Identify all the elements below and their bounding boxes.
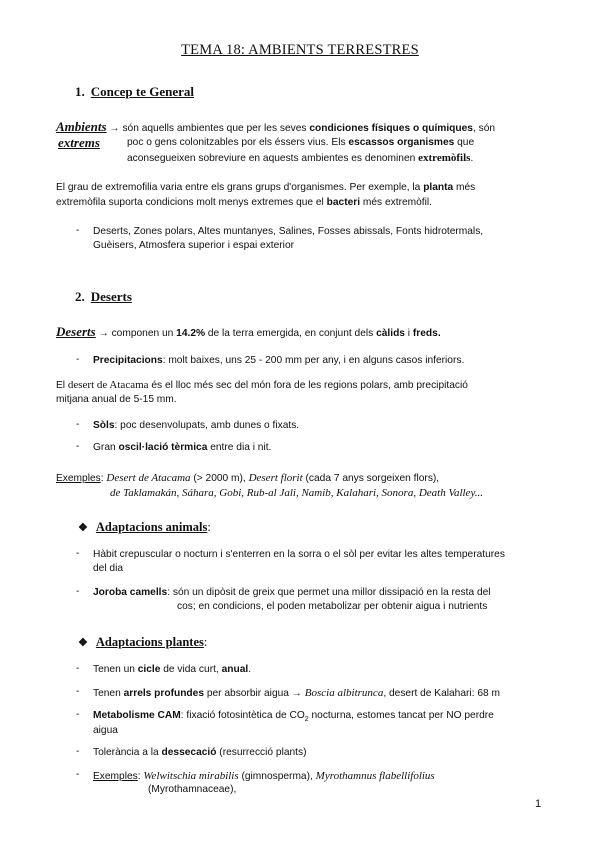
definition-line-3: aconsegueixen sobreviure en aquests ambientes es denominen extremòfils. xyxy=(127,152,474,164)
list-dash: - xyxy=(76,354,80,365)
section-1-title: Concep te General xyxy=(90,84,195,99)
examples-line-1: Exemples: Desert de Atacama (> 2000 m), Desert florit (cada 7 anys sorgeixen flors), xyxy=(56,472,440,484)
plant-examples-line-2: (Myrothamnaceae), xyxy=(148,784,237,795)
environments-list-line-2: Guèisers, Atmosfera superior i espai exterior xyxy=(93,240,295,251)
list-dash: - xyxy=(76,548,80,559)
term-extrems: extrems xyxy=(58,135,100,150)
diamond-bullet-icon: ❖ xyxy=(78,637,88,649)
list-dash: - xyxy=(76,686,80,697)
thermal-oscillation-item: Gran oscil·lació tèrmica entre dia i nit. xyxy=(93,442,272,453)
animal-item-2-line-2: cos; en condicions, el poden metabolizar per obtenir aigua i nutrients xyxy=(177,601,488,612)
term-ambients: Ambients → són aquells ambientes que per les seves condiciones físiques o químiques, són xyxy=(56,119,496,134)
plant-item-3-line-2: aigua xyxy=(93,725,118,736)
extremofilia-paragraph-line-2: extremòfila suporta condicions molt menys extremes que el bacteri més extremòfil. xyxy=(56,197,432,208)
document-title: TEMA 18: AMBIENTS TERRESTRES xyxy=(181,42,419,58)
section-1-number: 1. xyxy=(75,84,85,99)
page-number: 1 xyxy=(535,798,542,810)
extremofilia-paragraph-line-1: El grau de extremofilia varia entre els grans grups d'organismes. Per exemple, la planta més xyxy=(56,182,476,193)
plant-item-4: Tolerància a la dessecació (resurrecció plants) xyxy=(93,747,307,758)
animal-adaptations-heading: ❖ Adaptacions animals: xyxy=(78,520,211,534)
atacama-paragraph-line-2: mitjana anual de 5-15 mm. xyxy=(56,394,177,405)
animal-item-1-line-2: del dia xyxy=(93,563,124,574)
list-dash: - xyxy=(76,663,80,674)
plant-item-2: Tenen arrels profundes per absorbir aigua → Boscia albitrunca, desert de Kalahari: 68 m xyxy=(93,687,500,699)
list-dash: - xyxy=(76,225,80,236)
precipitation-item: Precipitacions: molt baixes, uns 25 - 200 mm per any, i en alguns casos inferiors. xyxy=(93,355,465,366)
plant-examples-line-1: Exemples: Welwitschia mirabilis (gimnosperma), Myrothamnus flabellifolius xyxy=(93,770,435,782)
list-dash: - xyxy=(76,586,80,597)
list-dash: - xyxy=(76,746,80,757)
plant-item-3-line-1: Metabolisme CAM: fixació fotosintètica de $CO_2$ nocturna, estomes tancat per NO perdre xyxy=(93,710,494,724)
animal-item-2-line-1: Joroba camells: són un dipòsit de greix que permet una millor dissipació en la resta del xyxy=(93,587,491,598)
deserts-definition: Deserts → componen un 14.2% de la terra emergida, en conjunt dels càlids i freds. xyxy=(56,324,441,339)
animal-item-1-line-1: Hàbit crepuscular o nocturn i s'enterren en la sorra o el sòl per evitar les altes temperatures xyxy=(93,549,505,560)
section-1-heading xyxy=(75,84,194,100)
atacama-paragraph-line-1: El desert de Atacama és el lloc més sec del món fora de les regions polars, amb precipitació xyxy=(56,379,468,391)
definition-line-2: poc o gens colonitzables por els éssers vius. Els escassos organismes que xyxy=(127,137,475,148)
environments-list-line-1: Deserts, Zones polars, Altes muntanyes, Salines, Fosses abissals, Fonts hidrotermals, xyxy=(93,226,484,237)
examples-line-2: de Taklamakán, Sáhara, Gobi, Rub-al Jali, Namib, Kalahari, Sonora, Death Valley... xyxy=(110,487,483,499)
list-dash: - xyxy=(76,441,80,452)
list-dash: - xyxy=(76,419,80,430)
list-dash: - xyxy=(76,709,80,720)
section-2-heading xyxy=(75,289,132,305)
plant-adaptations-heading: ❖ Adaptacions plantes: xyxy=(78,635,208,649)
list-dash: - xyxy=(76,769,80,780)
section-2-title: Deserts xyxy=(90,289,132,304)
plant-item-1: Tenen un cicle de vida curt, anual. xyxy=(93,664,252,675)
soils-item: Sòls: poc desenvolupats, amb dunes o fixats. xyxy=(93,420,300,431)
diamond-bullet-icon: ❖ xyxy=(78,522,88,534)
section-2-number: 2. xyxy=(75,289,85,304)
